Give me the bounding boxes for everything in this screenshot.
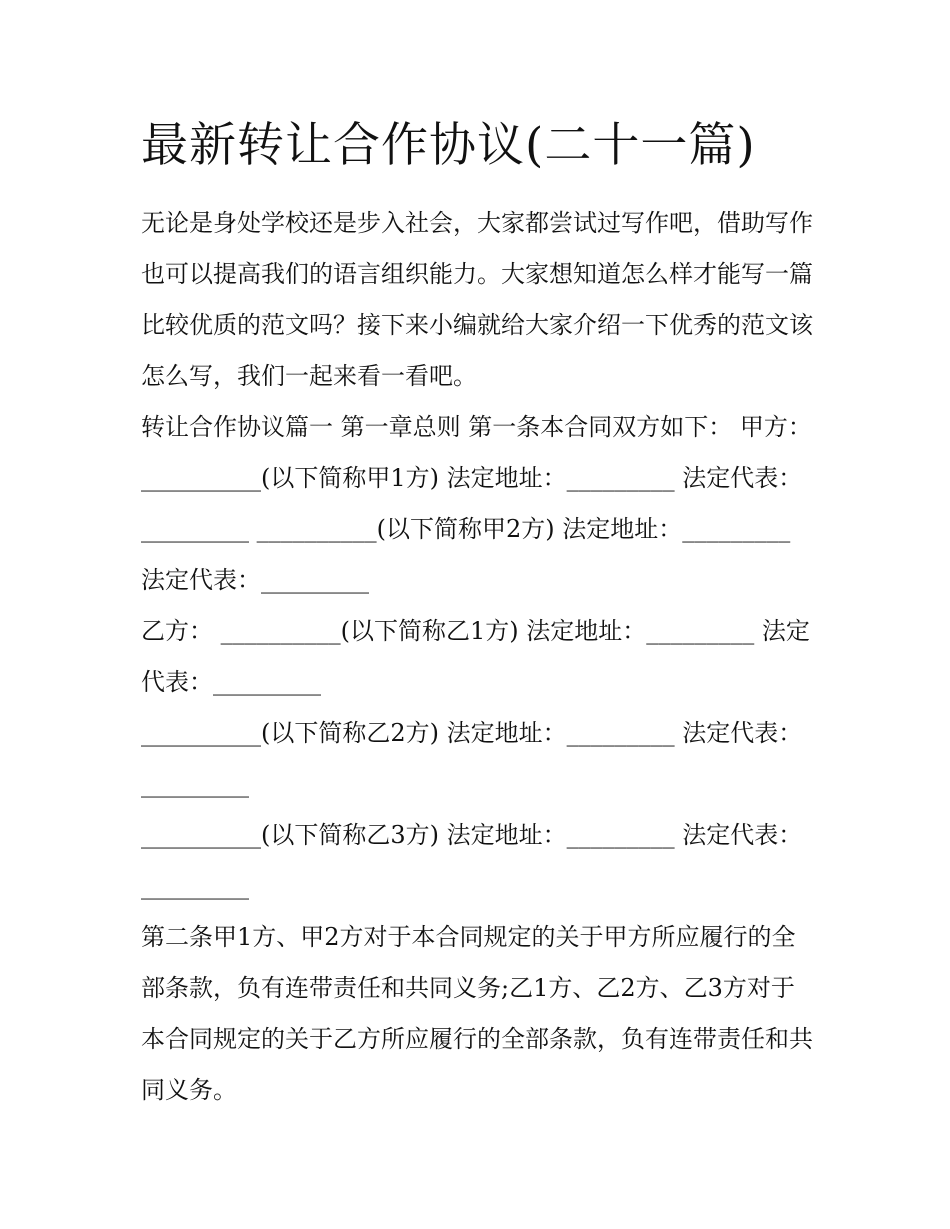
party-b3-paragraph: __________(以下简称乙3方) 法定地址：_________ 法定代表：_________ — [141, 821, 803, 900]
intro-paragraph: 无论是身处学校还是步入社会，大家都尝试过写作吧，借助写作也可以提高我们的语言组织能力。大家想知道怎么样才能写一篇比较优质的范文吗？接下来小编就给大家介绍一下优秀的范文该怎么写，我们一起来看一看吧。 — [141, 209, 813, 390]
party-a-paragraph: 转让合作协议篇一 第一章总则 第一条本合同双方如下： 甲方： __________(以下简称甲1方) 法定地址：_________ 法定代表：_________ __________(以下简称甲2方) 法定地址：_________ 法定代表：_________ — [141, 413, 812, 594]
document-page — [141, 112, 813, 1116]
party-b1-paragraph: 乙方： __________(以下简称乙1方) 法定地址：_________ 法定代表：_________ — [141, 617, 810, 696]
article-two-paragraph: 第二条甲1方、甲2方对于本合同规定的关于甲方所应履行的全部条款，负有连带责任和共同义务;乙1方、乙2方、乙3方对于本合同规定的关于乙方所应履行的全部条款，负有连带责任和共同义务。 — [141, 923, 813, 1104]
party-b2-paragraph: __________(以下简称乙2方) 法定地址：_________ 法定代表：_________ — [141, 719, 803, 798]
document-title: 最新转让合作协议(二十一篇) — [141, 118, 756, 173]
